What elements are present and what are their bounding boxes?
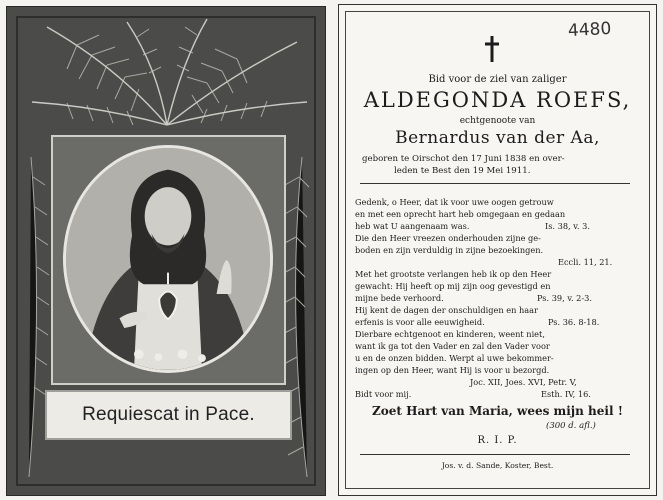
divider-top — [360, 183, 630, 184]
prayer-paragraph-5: Dierbare echtgenoot en kinderen, weent niet, want ik ga tot den Vader en zal den Vader voor u en de onzen bidden. Werpt al uwe bekommer- ingen op den Heer, want Hij is voor u bezorgd. — [355, 329, 554, 375]
prayer-reference-5: Joc. XII, Joes. XVI, Petr. V, — [470, 377, 577, 387]
cross-icon — [482, 34, 502, 64]
archive-number: 4480 — [567, 18, 612, 42]
rip-text: R. I. P. — [477, 435, 518, 446]
spouse-intro: echtgenoote van — [459, 116, 536, 126]
spouse-name: Bernardus van der Aa, — [395, 128, 600, 148]
prayer-paragraph-4: Hij kent de dagen der onschuldigen en haar erfenis is voor alle eeuwigheid. — [355, 305, 538, 327]
memorial-card-front — [6, 6, 326, 496]
deceased-name: ALDEGONDA ROEFS, — [363, 88, 632, 112]
birth-line: geboren te Oirschot den 17 Juni 1838 en over- — [362, 154, 565, 164]
printer-credit: Jos. v. d. Sande, Koster, Best. — [441, 461, 554, 470]
prayer-reference-3: Ps. 39, v. 2-3. — [537, 293, 592, 303]
prayer-reference-2: Eccli. 11, 21. — [558, 257, 613, 267]
prayer-paragraph-1: Gedenk, o Heer, dat ik voor uwe oogen getrouw en met een oprecht hart heb omgegaan en gedaan heb wat U aangenaam was. — [355, 197, 566, 231]
caption-box — [45, 390, 292, 440]
prayer-paragraph-2: Die den Heer vreezen onderhouden zijne ge- boden en zijn verduldig in zijne bezoekingen. — [355, 233, 544, 255]
prayer-paragraph-3: Met het grootste verlangen heb ik op den Heer gewacht: Hij heeft op mij zijn oog gevestigd en mijne bede verhoord. — [355, 269, 552, 303]
sacred-heart-figure-icon — [66, 148, 270, 370]
invocation: Zoet Hart van Maria, wees mijn heil ! — [372, 404, 623, 418]
prayer-reference-1: Is. 38, v. 3. — [545, 221, 590, 231]
sacred-heart-frame — [51, 135, 286, 385]
intro-text: Bid voor de ziel van zaliger — [428, 74, 567, 85]
indulgence-note: (300 d. afl.) — [546, 421, 596, 431]
death-line: leden te Best den 19 Mei 1911. — [394, 166, 531, 176]
prayer-reference-6: Esth. IV, 16. — [541, 389, 591, 399]
sacred-heart-portrait — [63, 145, 273, 373]
requiescat-caption: Requiescat in Pace. — [82, 404, 255, 425]
prayer-paragraph-6: Bidt voor mij. — [355, 389, 412, 399]
prayer-reference-4: Ps. 36. 8-18. — [548, 317, 600, 327]
divider-bottom — [360, 454, 630, 455]
